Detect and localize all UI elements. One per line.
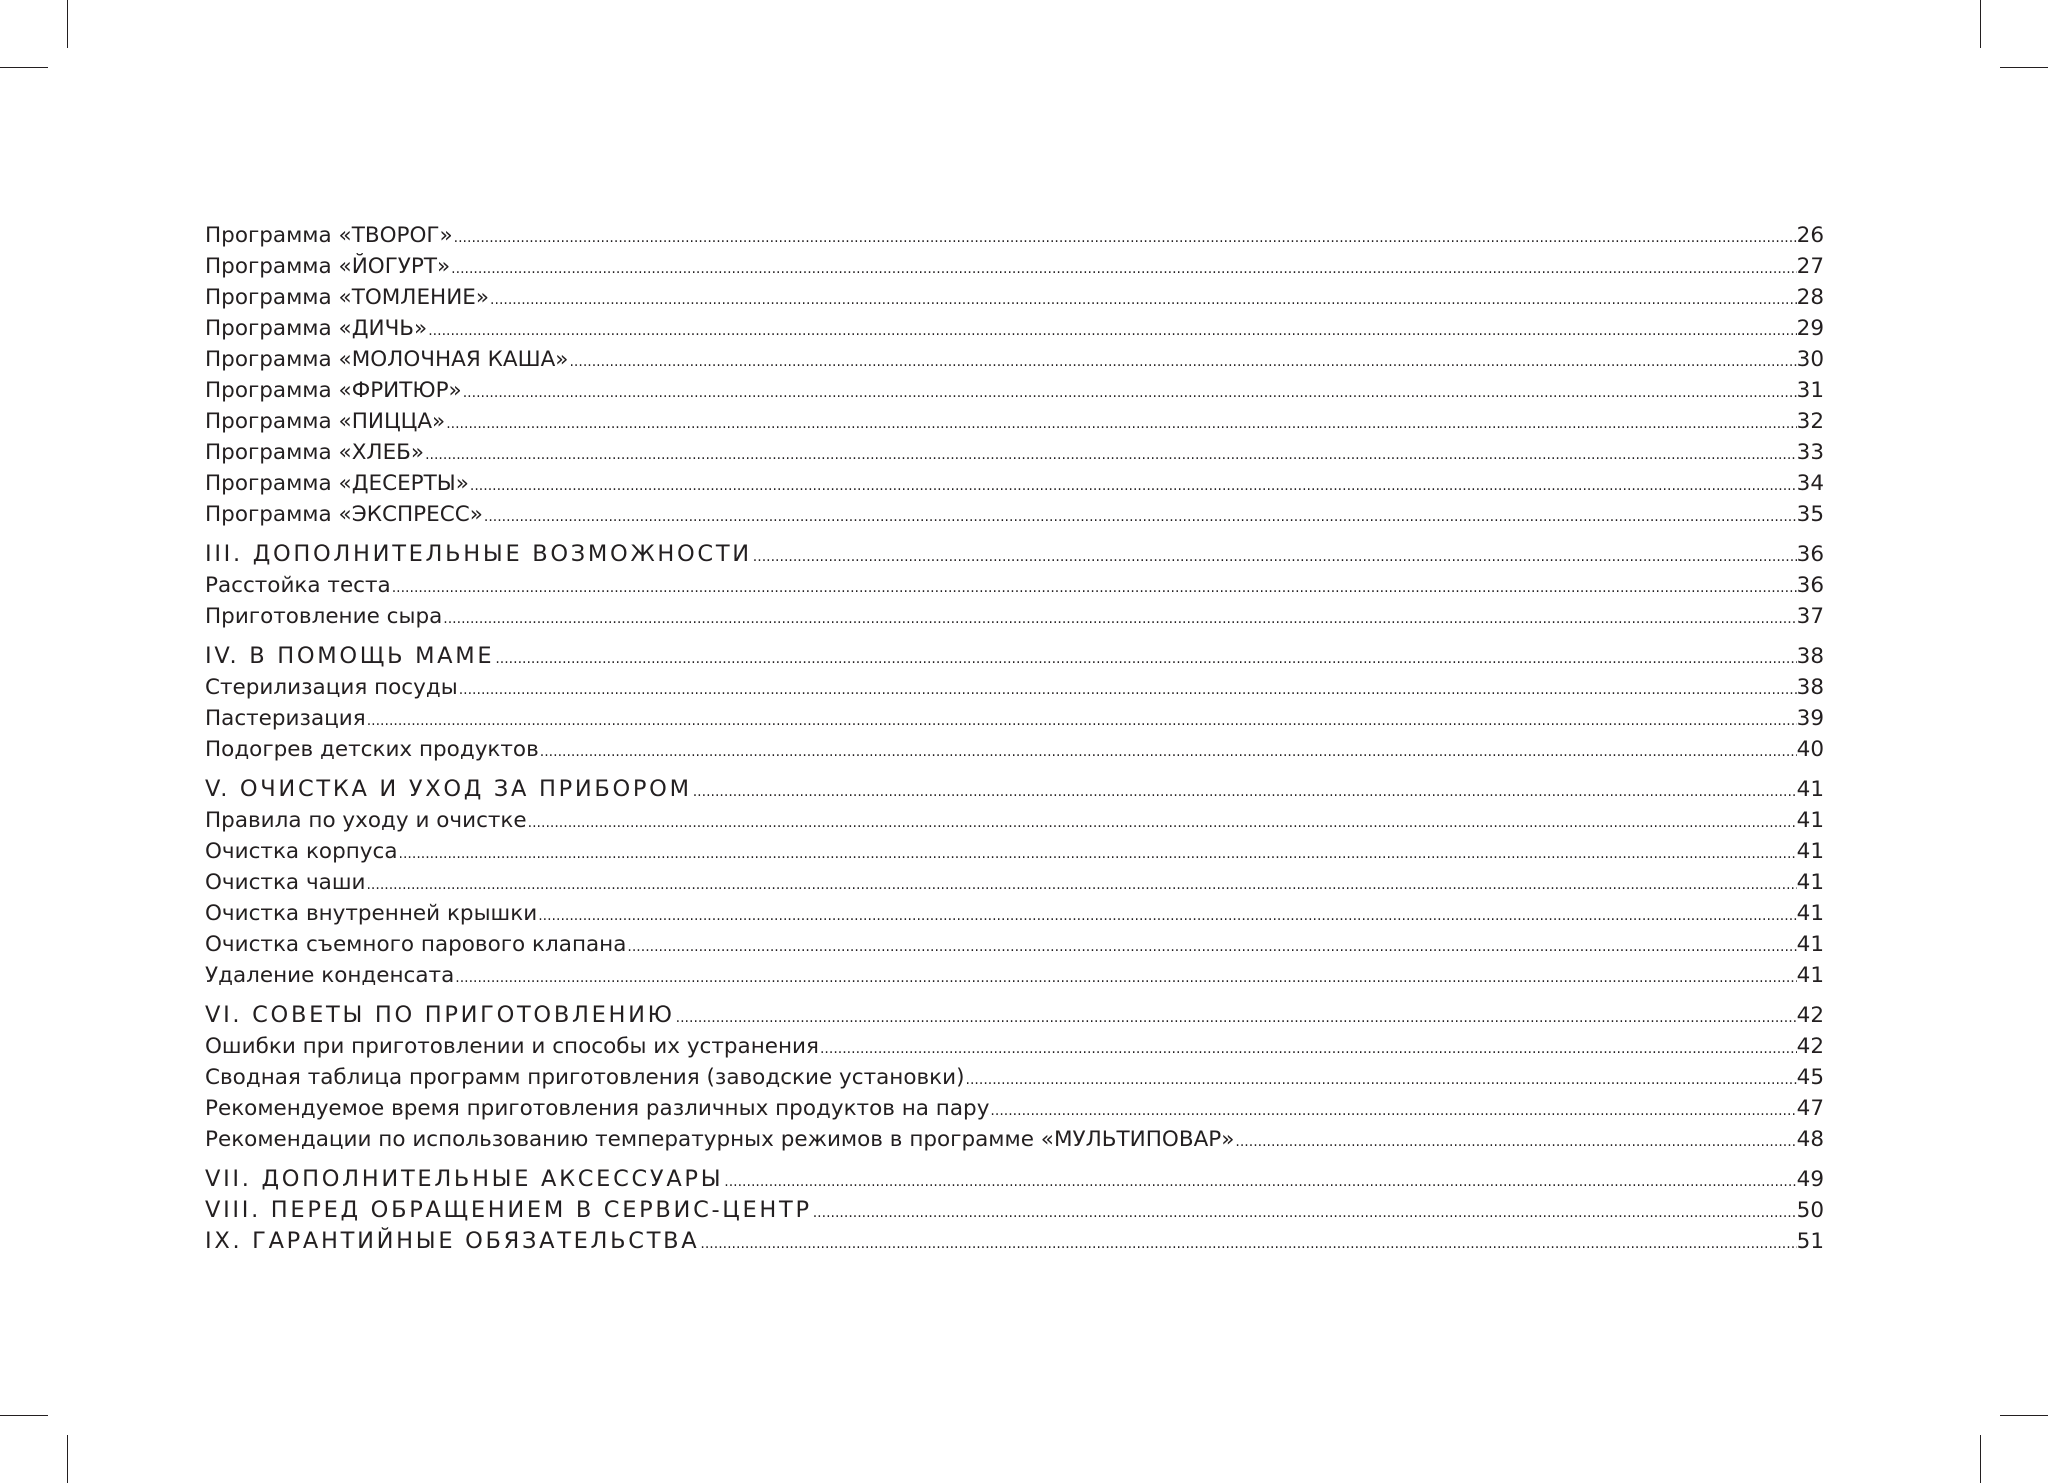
dot-leader [699, 1229, 1796, 1260]
toc-entry-page-number: 32 [1796, 409, 1824, 434]
toc-entry [205, 836, 1824, 867]
crop-mark-bottom-right-horizontal [2000, 1415, 2048, 1416]
dot-leader [692, 777, 1797, 808]
toc-entry [205, 960, 1824, 991]
table-of-contents [205, 220, 1824, 1257]
toc-entry-label: Рекомендуемое время приготовления различных продуктов на пару [205, 1096, 990, 1121]
toc-entry-label: IX. ГАРАНТИЙНЫЕ ОБЯЗАТЕЛЬСТВА [205, 1228, 700, 1254]
dot-leader [462, 378, 1797, 409]
toc-entry [205, 468, 1824, 499]
toc-entry-label: Программа «ДИЧЬ» [205, 316, 428, 341]
crop-mark-top-left-vertical [67, 0, 68, 48]
toc-entry-page-number: 29 [1796, 316, 1824, 341]
toc-entry [205, 437, 1824, 468]
toc-entry-page-number: 41 [1796, 839, 1824, 864]
dot-leader [366, 706, 1797, 737]
crop-mark-bottom-left-horizontal [0, 1415, 48, 1416]
dot-leader [539, 737, 1797, 768]
toc-entry-page-number: 41 [1796, 901, 1824, 926]
dot-leader [675, 1003, 1797, 1034]
toc-entry-page-number: 48 [1796, 1127, 1824, 1152]
toc-section-heading [205, 641, 1824, 672]
toc-entry-label: Программа «ФРИТЮР» [205, 378, 462, 403]
toc-entry-page-number: 31 [1796, 378, 1824, 403]
toc-entry-label: Программа «ЙОГУРТ» [205, 254, 451, 279]
toc-entry-page-number: 41 [1796, 870, 1824, 895]
toc-entry-label: Рекомендации по использованию температурных режимов в программе «МУЛЬТИПОВАР» [205, 1127, 1235, 1152]
toc-entry-label: Очистка корпуса [205, 839, 398, 864]
dot-leader [391, 573, 1797, 604]
toc-entry [205, 375, 1824, 406]
toc-section-heading [205, 774, 1824, 805]
crop-mark-top-left-horizontal [0, 67, 48, 68]
toc-entry-label: IV. В ПОМОЩЬ МАМЕ [205, 643, 495, 669]
toc-entry [205, 344, 1824, 375]
toc-entry-label: Пастеризация [205, 706, 366, 731]
toc-entry-page-number: 40 [1796, 737, 1824, 762]
toc-entry [205, 570, 1824, 601]
toc-entry-label: Программа «ЭКСПРЕСС» [205, 502, 483, 527]
toc-entry [205, 251, 1824, 282]
toc-entry-page-number: 41 [1796, 932, 1824, 957]
dot-leader [989, 1096, 1796, 1127]
toc-entry-page-number: 27 [1796, 254, 1824, 279]
dot-leader [527, 808, 1797, 839]
toc-entry-label: Программа «ДЕСЕРТЫ» [205, 471, 469, 496]
toc-entry-page-number: 38 [1796, 644, 1824, 669]
toc-entry-page-number: 30 [1796, 347, 1824, 372]
toc-entry [205, 282, 1824, 313]
toc-entry-page-number: 35 [1796, 502, 1824, 527]
toc-section-heading [205, 1000, 1824, 1031]
dot-leader [483, 502, 1797, 533]
dot-leader [626, 932, 1796, 963]
toc-entry-label: Ошибки при приготовлении и способы их устранения [205, 1034, 819, 1059]
toc-entry-label: Сводная таблица программ приготовления (заводские установки) [205, 1065, 965, 1090]
toc-entry-page-number: 45 [1796, 1065, 1824, 1090]
toc-entry [205, 867, 1824, 898]
toc-section-heading [205, 1164, 1824, 1195]
toc-entry-page-number: 34 [1796, 471, 1824, 496]
toc-entry-label: Очистка внутренней крышки [205, 901, 538, 926]
toc-entry-page-number: 42 [1796, 1003, 1824, 1028]
toc-entry [205, 1124, 1824, 1155]
dot-leader [453, 223, 1797, 254]
toc-entry-label: Программа «ТВОРОГ» [205, 223, 453, 248]
toc-entry [205, 601, 1824, 632]
toc-entry-page-number: 41 [1796, 777, 1824, 802]
dot-leader [445, 409, 1796, 440]
toc-entry-label: Программа «ХЛЕБ» [205, 440, 425, 465]
toc-entry-page-number: 33 [1796, 440, 1824, 465]
toc-entry-label: Расстойка теста [205, 573, 391, 598]
dot-leader [398, 839, 1797, 870]
toc-entry-page-number: 41 [1796, 963, 1824, 988]
toc-entry-label: V. ОЧИСТКА И УХОД ЗА ПРИБОРОМ [205, 776, 692, 802]
toc-entry [205, 805, 1824, 836]
toc-entry-page-number: 37 [1796, 604, 1824, 629]
toc-entry [205, 1062, 1824, 1093]
toc-entry-label: Стерилизация посуды [205, 675, 458, 700]
dot-leader [458, 675, 1797, 706]
dot-leader [965, 1065, 1797, 1096]
toc-entry-page-number: 49 [1796, 1167, 1824, 1192]
dot-leader [454, 963, 1796, 994]
toc-entry-label: III. ДОПОЛНИТЕЛЬНЫЕ ВОЗМОЖНОСТИ [205, 541, 752, 567]
toc-section-heading [205, 1226, 1824, 1257]
toc-entry [205, 898, 1824, 929]
toc-entry [205, 313, 1824, 344]
dot-leader [819, 1034, 1797, 1065]
toc-entry-page-number: 47 [1796, 1096, 1824, 1121]
toc-entry [205, 406, 1824, 437]
toc-entry-label: Очистка съемного парового клапана [205, 932, 627, 957]
toc-entry [205, 929, 1824, 960]
toc-entry-label: Очистка чаши [205, 870, 366, 895]
dot-leader [469, 471, 1797, 502]
toc-entry-page-number: 50 [1796, 1198, 1824, 1223]
crop-mark-top-right-horizontal [2000, 67, 2048, 68]
crop-mark-bottom-right-vertical [1980, 1435, 1981, 1483]
dot-leader [494, 644, 1796, 675]
toc-entry-label: Приготовление сыра [205, 604, 443, 629]
toc-entry-label: Правила по уходу и очистке [205, 808, 527, 833]
toc-entry-page-number: 51 [1796, 1229, 1824, 1254]
toc-entry-label: Подогрев детских продуктов [205, 737, 539, 762]
dot-leader [489, 285, 1797, 316]
toc-entry-page-number: 41 [1796, 808, 1824, 833]
toc-entry-page-number: 38 [1796, 675, 1824, 700]
toc-entry-label: VIII. ПЕРЕД ОБРАЩЕНИЕМ В СЕРВИС-ЦЕНТР [205, 1197, 812, 1223]
toc-entry-label: VII. ДОПОЛНИТЕЛЬНЫЕ АКСЕССУАРЫ [205, 1166, 724, 1192]
toc-entry-page-number: 36 [1796, 542, 1824, 567]
dot-leader [752, 542, 1797, 573]
toc-entry-page-number: 26 [1796, 223, 1824, 248]
toc-entry [205, 1093, 1824, 1124]
dot-leader [812, 1198, 1797, 1229]
dot-leader [442, 604, 1796, 635]
crop-mark-top-right-vertical [1980, 0, 1981, 48]
toc-entry [205, 499, 1824, 530]
crop-mark-bottom-left-vertical [67, 1435, 68, 1483]
dot-leader [450, 254, 1796, 285]
toc-entry [205, 220, 1824, 251]
toc-entry [205, 672, 1824, 703]
toc-section-heading [205, 1195, 1824, 1226]
toc-entry-label: Программа «ТОМЛЕНИЕ» [205, 285, 490, 310]
toc-entry-label: Удаление конденсата [205, 963, 455, 988]
dot-leader [424, 440, 1797, 471]
dot-leader [365, 870, 1796, 901]
toc-entry-page-number: 28 [1796, 285, 1824, 310]
toc-section-heading [205, 539, 1824, 570]
toc-entry [205, 1031, 1824, 1062]
toc-entry-label: Программа «МОЛОЧНАЯ КАША» [205, 347, 569, 372]
toc-entry-label: VI. СОВЕТЫ ПО ПРИГОТОВЛЕНИЮ [205, 1002, 675, 1028]
toc-entry-page-number: 36 [1796, 573, 1824, 598]
toc-entry [205, 703, 1824, 734]
dot-leader [427, 316, 1796, 347]
dot-leader [568, 347, 1796, 378]
dot-leader [537, 901, 1796, 932]
toc-entry [205, 734, 1824, 765]
dot-leader [1234, 1127, 1796, 1158]
toc-entry-page-number: 39 [1796, 706, 1824, 731]
toc-entry-label: Программа «ПИЦЦА» [205, 409, 446, 434]
dot-leader [723, 1167, 1796, 1198]
toc-entry-page-number: 42 [1796, 1034, 1824, 1059]
